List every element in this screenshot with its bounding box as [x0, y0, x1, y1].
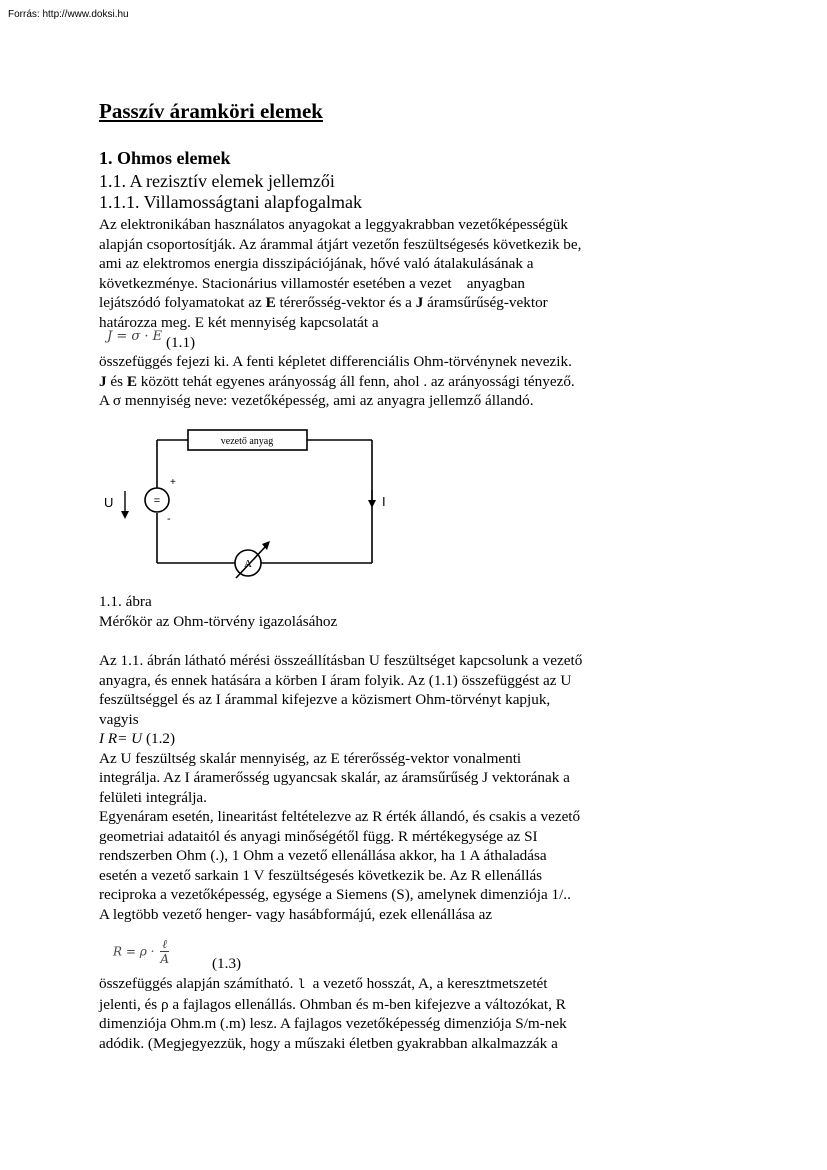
- voltage-label: U: [104, 495, 114, 510]
- text-line: A legtöbb vezető henger- vagy hasábformájú, ezek ellenállása az: [99, 905, 493, 923]
- source-symbol: =: [153, 495, 161, 507]
- text-line: összefüggés fejezi ki. A fenti képletet differenciális Ohm-törvénynek nevezik.: [99, 353, 572, 370]
- voltage-arrowhead: [121, 511, 129, 519]
- figure-title: Mérőkör az Ohm-törvény igazolásához: [99, 612, 338, 630]
- text-line: Az U feszültség skalár mennyiség, az E térerősség-vektor vonalmenti: [99, 749, 522, 767]
- text-line: jelenti, és ρ a fajlagos ellenállás. Ohmban és m-ben kifejezve a változókat, R: [99, 995, 566, 1013]
- circuit-diagram: [98, 420, 398, 590]
- current-arrowhead: [368, 500, 376, 508]
- text-line: Egyenáram esetén, linearitást feltételezve az R érték állandó, és csakis a vezető: [99, 808, 581, 825]
- section-heading: 1. Ohmos elemek: [99, 148, 231, 168]
- text-line: lejátszódó folyamatokat az E térerősség-vektor és a J áramsűrűség-vektor: [99, 294, 548, 311]
- equation-number: (1.3): [212, 955, 242, 972]
- text-line: felületi integrálja.: [99, 788, 207, 806]
- formula-numerator: ℓ: [162, 937, 168, 951]
- page-title: Passzív áramköri elemek: [99, 99, 323, 123]
- conductor-label: vezető anyag: [220, 436, 274, 447]
- figure-caption: [99, 592, 659, 631]
- equation-ohm-law: I R= U (1.2): [99, 730, 176, 747]
- subsubsection-heading: 1.1.1. Villamosságtani alapfogalmak: [99, 192, 363, 212]
- paragraph-resistivity: [99, 974, 659, 1053]
- text-line: adódik. (Megjegyezzük, hogy a műszaki életben gyakrabban alkalmazzák a: [99, 1034, 558, 1052]
- text-line: dimenziója Ohm.m (.m) lesz. A fajlagos vezetőképesség dimenziója S/m-nek: [99, 1015, 567, 1032]
- minus-label: -: [167, 513, 171, 525]
- text-line: rendszerben Ohm (.), 1 Ohm a vezető ellenállása akkor, ha 1 A áthaladása: [99, 847, 547, 864]
- paragraph-intro: [99, 215, 659, 332]
- text-line: geometriai adataitól és anyagi minőségétől függ. R mértékegysége az SI: [99, 827, 538, 845]
- text-line: alapján csoportosítják. Az árammal átjárt vezetőn feszültségesés következik be,: [99, 235, 582, 253]
- subsection-heading: 1.1. A rezisztív elemek jellemzői: [99, 171, 335, 191]
- text-line: határozza meg. E két mennyiség kapcsolatát a: [99, 313, 379, 331]
- text-line: J és E között tehát egyenes arányosság áll fenn, ahol . az arányossági tényező.: [99, 372, 575, 390]
- text-line: ami az elektromos energia disszipációjának, hővé való átalakulásának a: [99, 255, 534, 272]
- paragraph-ohm-law: [99, 651, 659, 924]
- figure-number: 1.1. ábra: [99, 593, 152, 610]
- text-line: integrálja. Az I áramerősség ugyancsak skalár, az áramsűrűség J vektorának a: [99, 769, 570, 786]
- text-line: esetén a vezető sarkain 1 V feszültségesés következik be. Az R ellenállás: [99, 866, 543, 884]
- text-line: Az elektronikában használatos anyagokat a leggyakrabban vezetőképességük: [99, 216, 568, 233]
- text-line: A σ mennyiség neve: vezetőképesség, ami az anyagra jellemző állandó.: [99, 392, 534, 409]
- paragraph-ohm-differential: [99, 352, 659, 411]
- text-line: vagyis: [99, 710, 139, 728]
- equation-number: (1.1): [166, 334, 196, 351]
- source-label: Forrás: http://www.doksi.hu: [8, 9, 129, 20]
- formula-ohm-differential: J = σ · E: [107, 329, 163, 344]
- plus-label: +: [170, 477, 176, 488]
- text-line: anyagra, és ennek hatására a körben I áram folyik. Az (1.1) összefüggést az U: [99, 671, 572, 689]
- text-line: következménye. Stacionárius villamostér esetében a vezet anyagban: [99, 274, 525, 292]
- text-line: Az 1.1. ábrán látható mérési összeállításban U feszültséget kapcsolunk a vezető: [99, 652, 583, 669]
- current-label: I: [382, 494, 386, 509]
- text-line: feszültséggel és az I árammal kifejezve a közismert Ohm-törvényt kapjuk,: [99, 691, 551, 708]
- formula-denominator: A: [160, 952, 170, 966]
- formula-resistance: R = ρ · ℓ A: [113, 937, 170, 966]
- ammeter-label: A: [244, 558, 252, 570]
- text-line: reciproka a vezetőképesség, egysége a Siemens (S), amelynek dimenziója 1/..: [99, 886, 571, 903]
- text-line: összefüggés alapján számítható. l a vezető hosszát, A, a keresztmetszetét: [99, 975, 548, 992]
